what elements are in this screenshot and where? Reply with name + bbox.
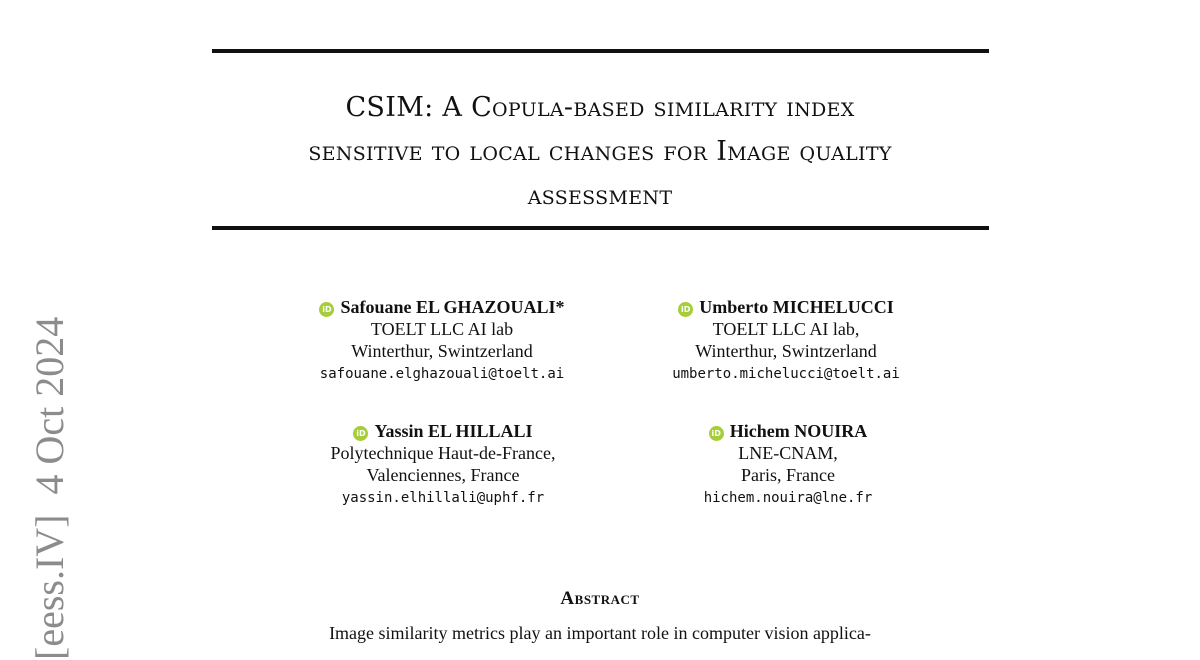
author-affiliation: Polytechnique Haut-de-France, [330,443,556,463]
orcid-icon[interactable]: iD [319,302,334,317]
title-rule-top [212,49,989,53]
orcid-icon[interactable]: iD [353,426,368,441]
title-rule-bottom [212,226,989,230]
author-name: Umberto MICHELUCCI [699,297,894,317]
title-line-3: assessment [527,180,673,211]
author-affiliation: TOELT LLC AI lab [370,319,514,339]
abstract-text: Image similarity metrics play an important role in computer vision applica- [329,623,871,643]
title-line-1: CSIM: A Copula-based similarity index [345,92,855,123]
author-email[interactable]: hichem.nouira@lne.fr [703,490,873,506]
author-location: Paris, France [741,465,835,485]
author-location: Valenciennes, France [366,465,520,485]
author-email[interactable]: yassin.elhillali@uphf.fr [341,490,545,506]
author-block [263,420,623,510]
orcid-icon[interactable]: iD [678,302,693,317]
author-block [608,420,968,510]
author-email[interactable]: umberto.michelucci@toelt.ai [672,366,900,382]
author-affiliation: TOELT LLC AI lab, [712,319,860,339]
title-line-2: sensitive to local changes for Image quality [308,136,892,167]
author-location: Winterthur, Swintzerland [695,341,877,361]
author-name: Yassin EL HILLALI [374,421,533,441]
author-block [606,296,966,386]
author-location: Winterthur, Swintzerland [351,341,533,361]
abstract-heading: Abstract [560,588,640,609]
orcid-icon[interactable]: iD [709,426,724,441]
paper-title [200,86,1000,218]
author-email[interactable]: safouane.elghazouali@toelt.ai [319,366,565,382]
arxiv-stamp: [eess.IV] 4 Oct 2024 [27,316,72,660]
author-affiliation: LNE-CNAM, [738,443,838,463]
author-name: Hichem NOUIRA [729,421,868,441]
author-block [262,296,622,386]
author-name: Safouane EL GHAZOUALI* [340,297,565,317]
